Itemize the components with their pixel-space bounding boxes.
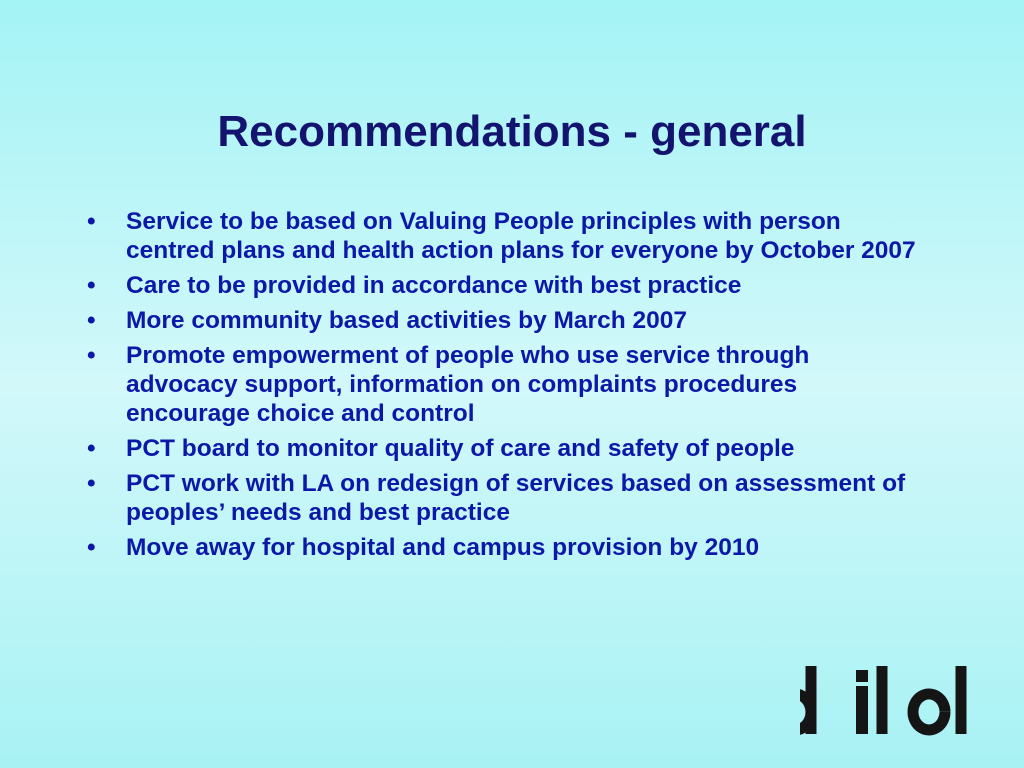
bullet-text: More community based activities by March 2007 (126, 307, 687, 334)
bullet-icon: • (87, 208, 96, 235)
bullet-text: Promote empowerment of people who use service through advocacy support, information on complaints procedures encourage choice and control (126, 342, 810, 427)
bullet-text: PCT work with LA on redesign of services based on assessment of peoples’ needs and best practice (126, 470, 906, 526)
bullet-icon: • (87, 470, 96, 497)
slide-title: Recommendations - general (217, 107, 807, 156)
bullet-item (87, 341, 917, 428)
bullet-item (87, 207, 917, 265)
bullet-list (87, 207, 917, 568)
bullet-icon: • (87, 272, 96, 299)
bild-logo (800, 662, 970, 738)
bullet-icon: • (87, 534, 96, 561)
bullet-item (87, 469, 917, 527)
bullet-item (87, 434, 917, 463)
bullet-item (87, 306, 917, 335)
bullet-text: Service to be based on Valuing People principles with person centred plans and health action plans for everyone by October 2007 (126, 208, 916, 264)
bullet-icon: • (87, 307, 96, 334)
bullet-item (87, 533, 917, 562)
bullet-icon: • (87, 435, 96, 462)
bullet-text: Move away for hospital and campus provision by 2010 (126, 534, 760, 561)
bullet-text: Care to be provided in accordance with best practice (126, 272, 742, 299)
bullet-item (87, 271, 917, 300)
bullet-icon: • (87, 342, 96, 369)
bullet-text: PCT board to monitor quality of care and safety of people (126, 435, 795, 462)
